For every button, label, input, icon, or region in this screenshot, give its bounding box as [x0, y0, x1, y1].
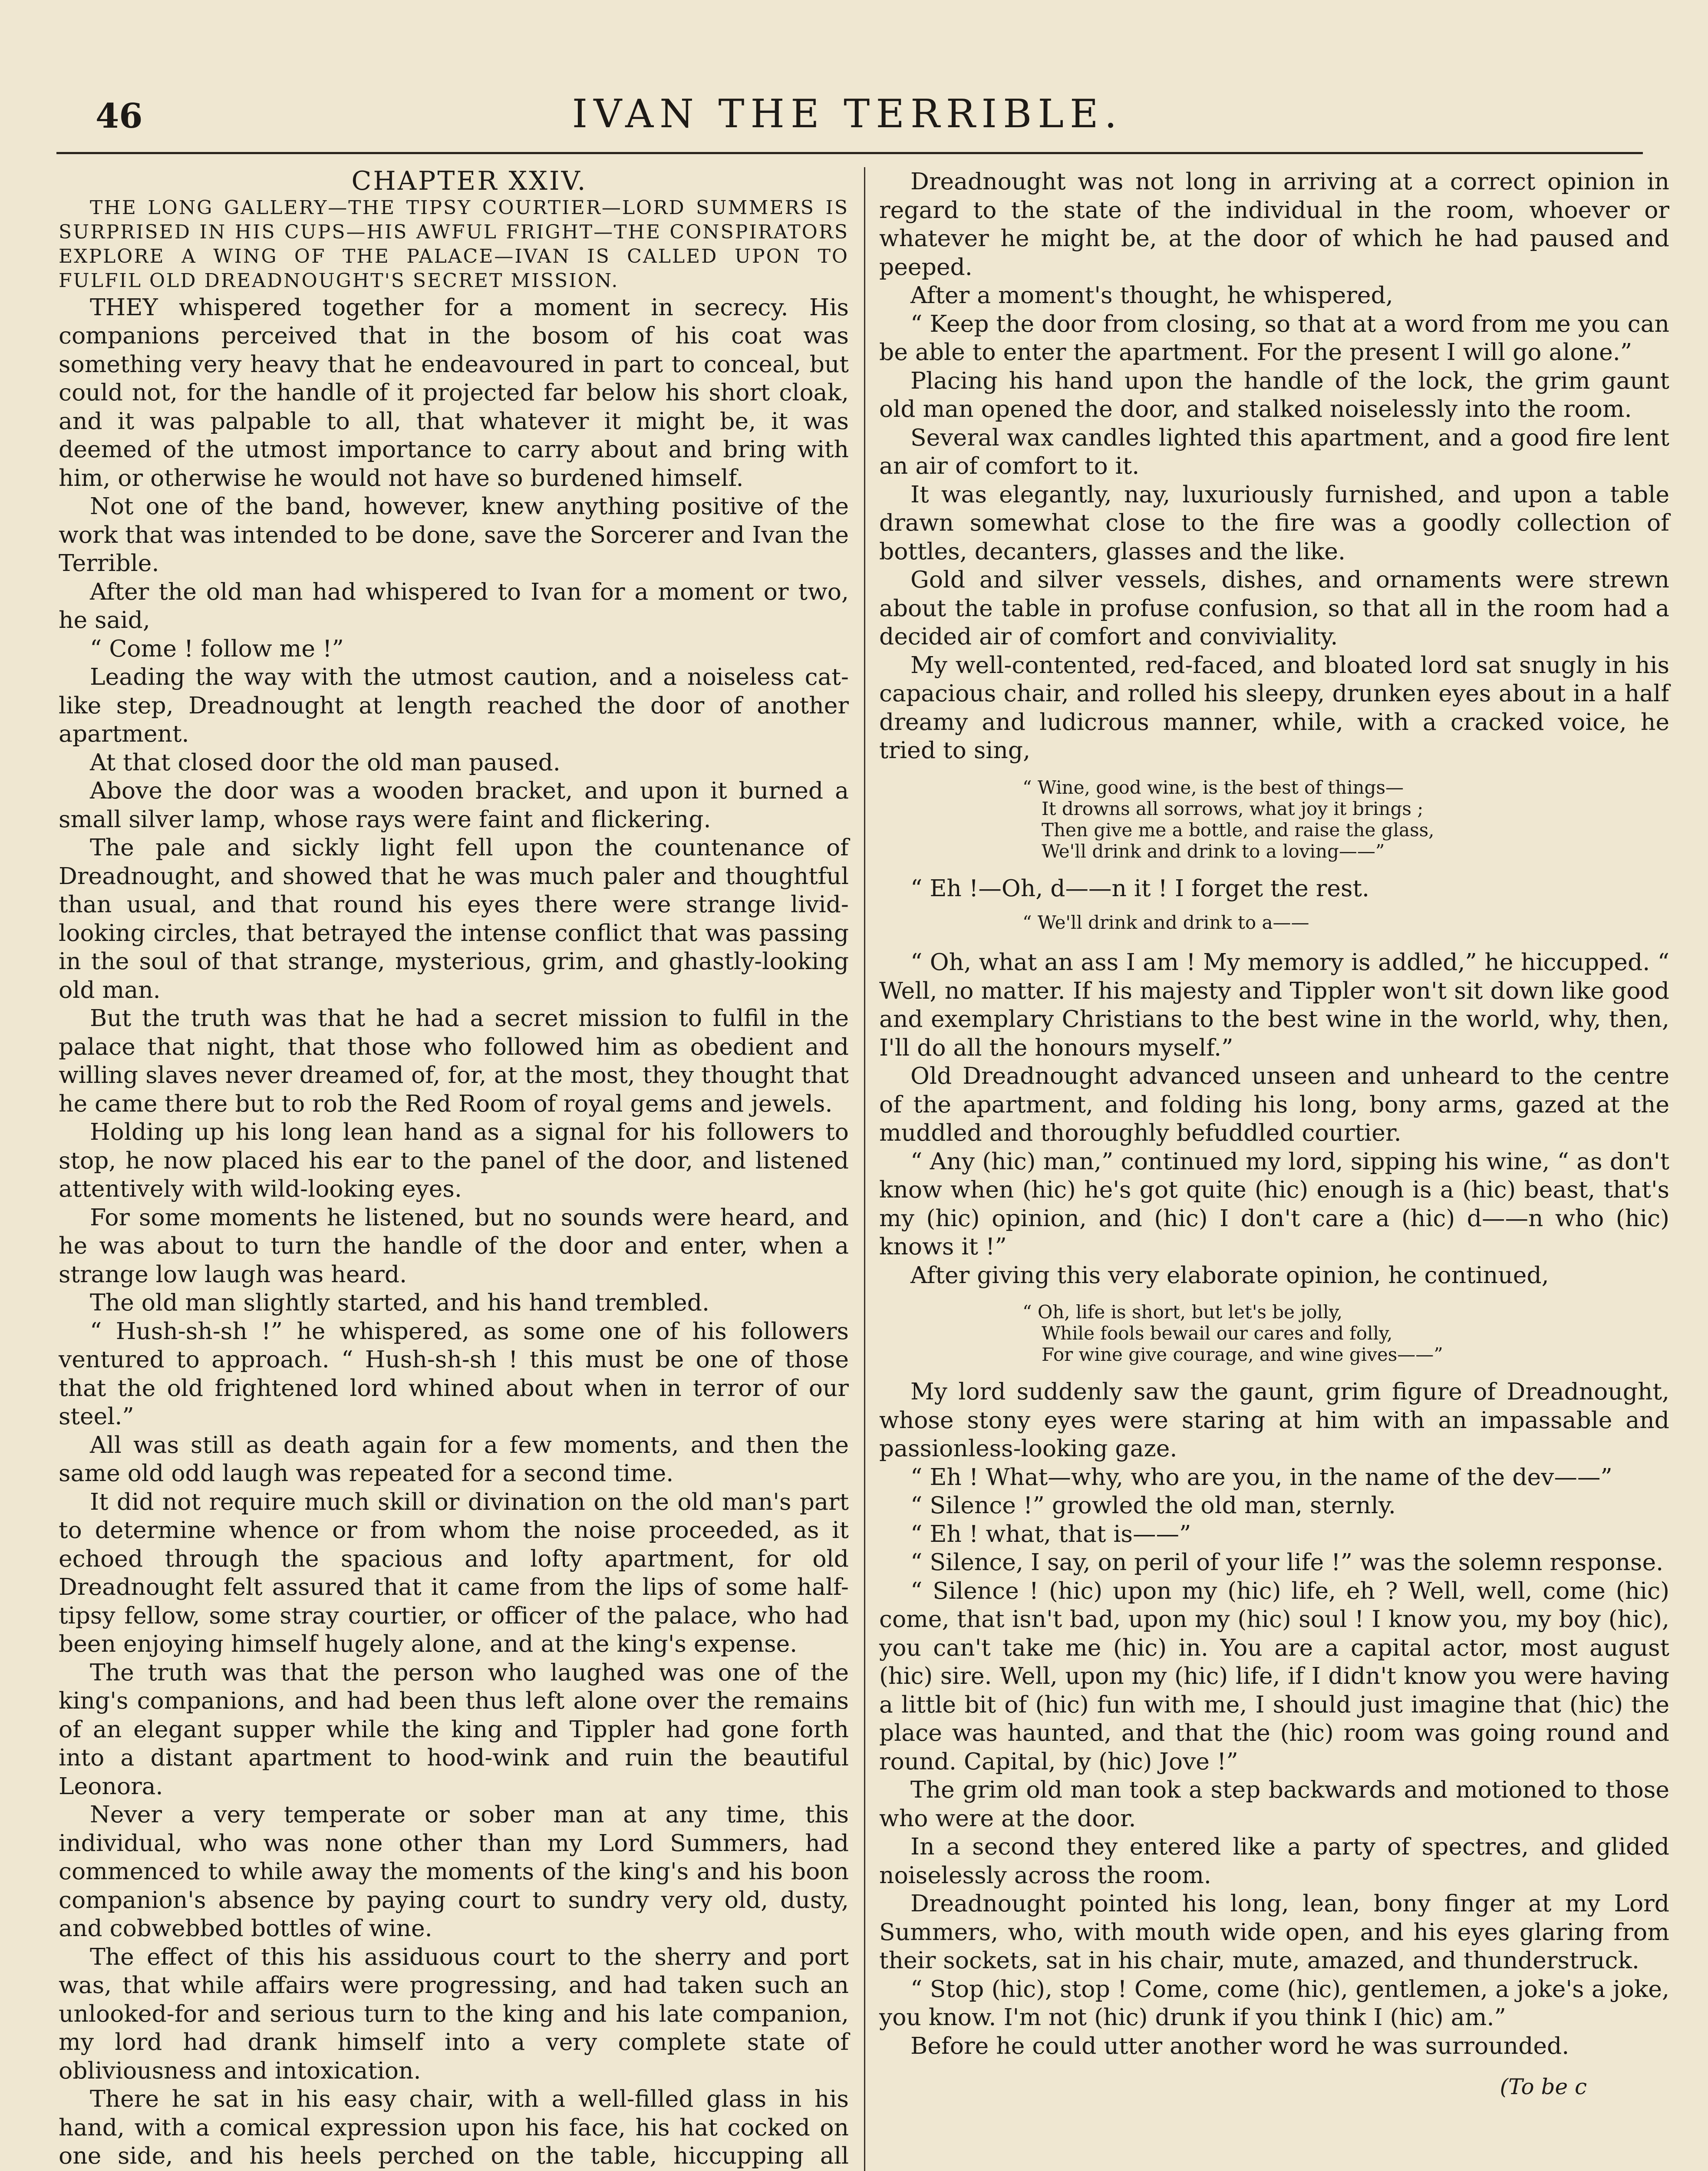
paragraph: It was elegantly, nay, luxuriously furnished, and upon a table drawn somewhat close to the fire was a goodly collection of bottles, decanters, glasses and the like. [879, 480, 1669, 565]
paragraph: “ Eh !—Oh, d——n it ! I forget the rest. [910, 874, 1369, 902]
right-paragraphs-b [879, 874, 1669, 903]
paragraph: Leading the way with the utmost caution, and a noiseless cat-like step, Dreadnought at length reached the door of another apartment. [59, 663, 849, 747]
paragraph: The truth was that the person who laughed was one of the king's companions, and had been thus left alone over the remains of an elegant supper while the king and Tippler had gone forth into a distant apartment to hood-wink and ruin the beautiful Leonora. [59, 1658, 849, 1800]
paragraph: Not one of the band, however, knew anything positive of the work that was intended to be done, save the Sorcerer and Ivan the Terrible. [59, 492, 849, 577]
paragraph: Gold and silver vessels, dishes, and ornaments were strewn about the table in profuse confusion, so that all in the room had a decided air of comfort and conviviality. [879, 566, 1669, 650]
chapter-synopsis: THE LONG GALLERY—THE TIPSY COURTIER—LORD SUMMERS IS SURPRISED IN HIS CUPS—HIS AWFUL FRIGHT—THE CONSPIRATORS EXPLORE A WING OF THE PALACE—IVAN IS CALLED UPON TO FULFIL OLD DREADNOUGHT'S SECRET MISSION. [59, 196, 849, 292]
paragraph: “ Any (hic) man,” continued my lord, sipping his wine, “ as don't know when (hic) he's got quite (hic) enough is a (hic) beast, that's my (hic) opinion, and (hic) I don't care a (hic) d——n who (hic) knows it !” [879, 1147, 1669, 1260]
left-paragraphs [59, 293, 849, 2171]
paragraph: “ Eh ! what, that is——” [910, 1520, 1191, 1547]
paragraph: Dreadnought was not long in arriving at a correct opinion in regard to the state of the individual in the room, whoever or whatever he might be, at the door of which he had paused and peeped. [879, 168, 1669, 280]
paragraph: Above the door was a wooden bracket, and upon it burned a small silver lamp, whose rays were faint and flickering. [59, 777, 849, 833]
paragraph: My lord suddenly saw the gaunt, grim figure of Dreadnought, whose stony eyes were staring at him with an impassable and passionless-looking gaze. [879, 1378, 1669, 1462]
song-verse-2: “ We'll drink and drink to a—— [1022, 912, 1309, 933]
paragraph: “ Hush-sh-sh !” he whispered, as some one of his followers ventured to approach. “ Hush-sh-sh ! this must be one of those that the old frightened lord whined about when in terror of our steel.” [59, 1317, 849, 1430]
paragraph: The old man slightly started, and his hand trembled. [90, 1289, 709, 1316]
paragraph: “ Silence ! (hic) upon my (hic) life, eh ? Well, well, come (hic) come, that isn't bad, upon my (hic) soul ! I know you, my boy (hic), you can't take me (hic) in. You are a capital actor, most august (hic) sire. Well, upon my (hic) life, if I didn't know you were having a little bit of (hic) fun with me, I should just imagine that (hic) the place was haunted, and that the (hic) room was going round and round. Capital, by (hic) Jove !” [879, 1577, 1669, 1775]
column-divider [864, 167, 865, 2171]
paragraph: The effect of this his assiduous court to the sherry and port was, that while affairs were progressing, and had taken such an unlooked-for and serious turn to the king and his late companion, my lord had drank himself into a very complete state of obliviousness and intoxication. [59, 1943, 849, 2084]
paragraph: Several wax candles lighted this apartment, and a good fire lent an air of comfort to it. [879, 423, 1669, 479]
paragraph: Old Dreadnought advanced unseen and unheard to the centre of the apartment, and folding his long, bony arms, gazed at the muddled and thoroughly befuddled courtier. [879, 1062, 1669, 1146]
paragraph: But the truth was that he had a secret mission to fulfil in the palace that night, that those who followed him as obedient and willing slaves never dreamed of, for, at the most, they thought that he came there but to rob the Red Room of royal gems and jewels. [59, 1004, 849, 1117]
verse-line: While fools bewail our cares and folly, [1042, 1323, 1393, 1344]
paragraph: For some moments he listened, but no sounds were heard, and he was about to turn the handle of the door and enter, when a strange low laugh was heard. [59, 1203, 849, 1288]
song-verse-1 [1022, 777, 1669, 862]
paragraph: Before he could utter another word he was surrounded. [910, 2032, 1570, 2059]
paragraph: At that closed door the old man paused. [90, 748, 561, 776]
continued-note: (To be c [1500, 2074, 1587, 2099]
right-paragraphs-c [879, 948, 1669, 1289]
paragraph: “ Silence !” growled the old man, sternly. [910, 1491, 1396, 1519]
paragraph: It did not require much skill or divination on the old man's part to determine whence or from whom the noise proceeded, as it echoed through the spacious and lofty apartment, for old Dreadnought felt assured that it came from the lips of some half-tipsy fellow, some stray courtier, or officer of the palace, who had been enjoying himself hugely alone, and at the king's expense. [59, 1488, 849, 1657]
paragraph: THEY whispered together for a moment in secrecy. His companions perceived that in the bosom of his coat was something very heavy that he endeavoured in part to conceal, but could not, for the handle of it projected far below his short cloak, and it was palpable to all, that whatever it might be, it was deemed of the utmost importance to carry about and bring with him, or otherwise he would not have so burdened himself. [59, 293, 849, 492]
paragraph: “ Stop (hic), stop ! Come, come (hic), gentlemen, a joke's a joke, you know. I'm not (hic) drunk if you think I (hic) am.” [879, 1975, 1669, 2031]
right-paragraphs-d [879, 1377, 1669, 2060]
verse-line: For wine give courage, and wine gives——” [1042, 1344, 1443, 1365]
chapter-title: CHAPTER XXIV. [351, 166, 587, 196]
paragraph: “ Come ! follow me !” [90, 634, 344, 662]
paragraph: Holding up his long lean hand as a signal for his followers to stop, he now placed his ear to the panel of the door, and listened attentively with wild-looking eyes. [59, 1118, 849, 1202]
paragraph: “ Oh, what an ass I am ! My memory is addled,” he hiccupped. “ Well, no matter. If his majesty and Tippler won't sit down like good and exemplary Christians to the best wine in the world, why, then, I'll do all the honours myself.” [879, 948, 1669, 1061]
verse-line: “ Wine, good wine, is the best of things— [1022, 776, 1404, 798]
paragraph: “ Keep the door from closing, so that at a word from me you can be able to enter the apartment. For the present I will go alone.” [879, 310, 1669, 366]
paragraph: “ Eh ! What—why, who are you, in the name of the dev——” [910, 1463, 1612, 1491]
verse-line: We'll drink and drink to a loving——” [1042, 840, 1385, 862]
paragraph: The pale and sickly light fell upon the countenance of Dreadnought, and showed that he was much paler and thoughtful than usual, and that round his eyes there were strange livid-looking circles, that betrayed the intense conflict that was passing in the soul of that strange, mysterious, grim, and ghastly-looking old man. [59, 834, 849, 1003]
page-number: 46 [96, 96, 143, 136]
verse-line: “ Oh, life is short, but let's be jolly, [1022, 1301, 1343, 1323]
paragraph: There he sat in his easy chair, with a well-filled glass in his hand, with a comical expression upon his face, his hat cocked on one side, and his heels perched on the table, hiccupping all [59, 2085, 849, 2169]
paragraph: The grim old man took a step backwards and motioned to those who were at the door. [879, 1776, 1669, 1832]
verse-line: Then give me a bottle, and raise the glass, [1042, 819, 1434, 841]
paragraph: All was still as death again for a few moments, and then the same old odd laugh was repeated for a second time. [59, 1431, 849, 1487]
right-column [879, 167, 1669, 2102]
left-column [59, 167, 849, 2171]
paragraph: Dreadnought pointed his long, lean, bony finger at my Lord Summers, who, with mouth wide open, and his eyes glaring from their sockets, sat in his chair, mute, amazed, and thunderstruck. [879, 1890, 1669, 1974]
running-title: IVAN THE TERRIBLE. [572, 91, 1123, 137]
paragraph: After the old man had whispered to Ivan for a moment or two, he said, [59, 577, 849, 633]
paragraph: In a second they entered like a party of spectres, and glided noiselessly across the room. [879, 1833, 1669, 1889]
paragraph: “ Silence, I say, on peril of your life !” was the solemn response. [910, 1548, 1664, 1576]
paragraph: Placing his hand upon the handle of the lock, the grim gaunt old man opened the door, and stalked noiselessly into the room. [879, 366, 1669, 422]
paragraph: After a moment's thought, he whispered, [910, 281, 1393, 309]
running-head [56, 91, 1639, 148]
paragraph: My well-contented, red-faced, and bloated lord sat snugly in his capacious chair, and rolled his sleepy, drunken eyes about in a half dreamy and ludicrous manner, while, with a cracked voice, he tried to sing, [879, 651, 1669, 764]
right-paragraphs-a [879, 167, 1669, 765]
paragraph: After giving this very elaborate opinion, he continued, [910, 1261, 1549, 1289]
verse-line: It drowns all sorrows, what joy it brings ; [1042, 798, 1424, 819]
paragraph: Never a very temperate or sober man at any time, this individual, who was none other than my Lord Summers, had commenced to while away the moments of the king's and his boon companion's absence by paying court to sundry very old, dusty, and cobwebbed bottles of wine. [59, 1801, 849, 1942]
header-rule [56, 152, 1643, 154]
song-verse-3 [1022, 1301, 1669, 1365]
